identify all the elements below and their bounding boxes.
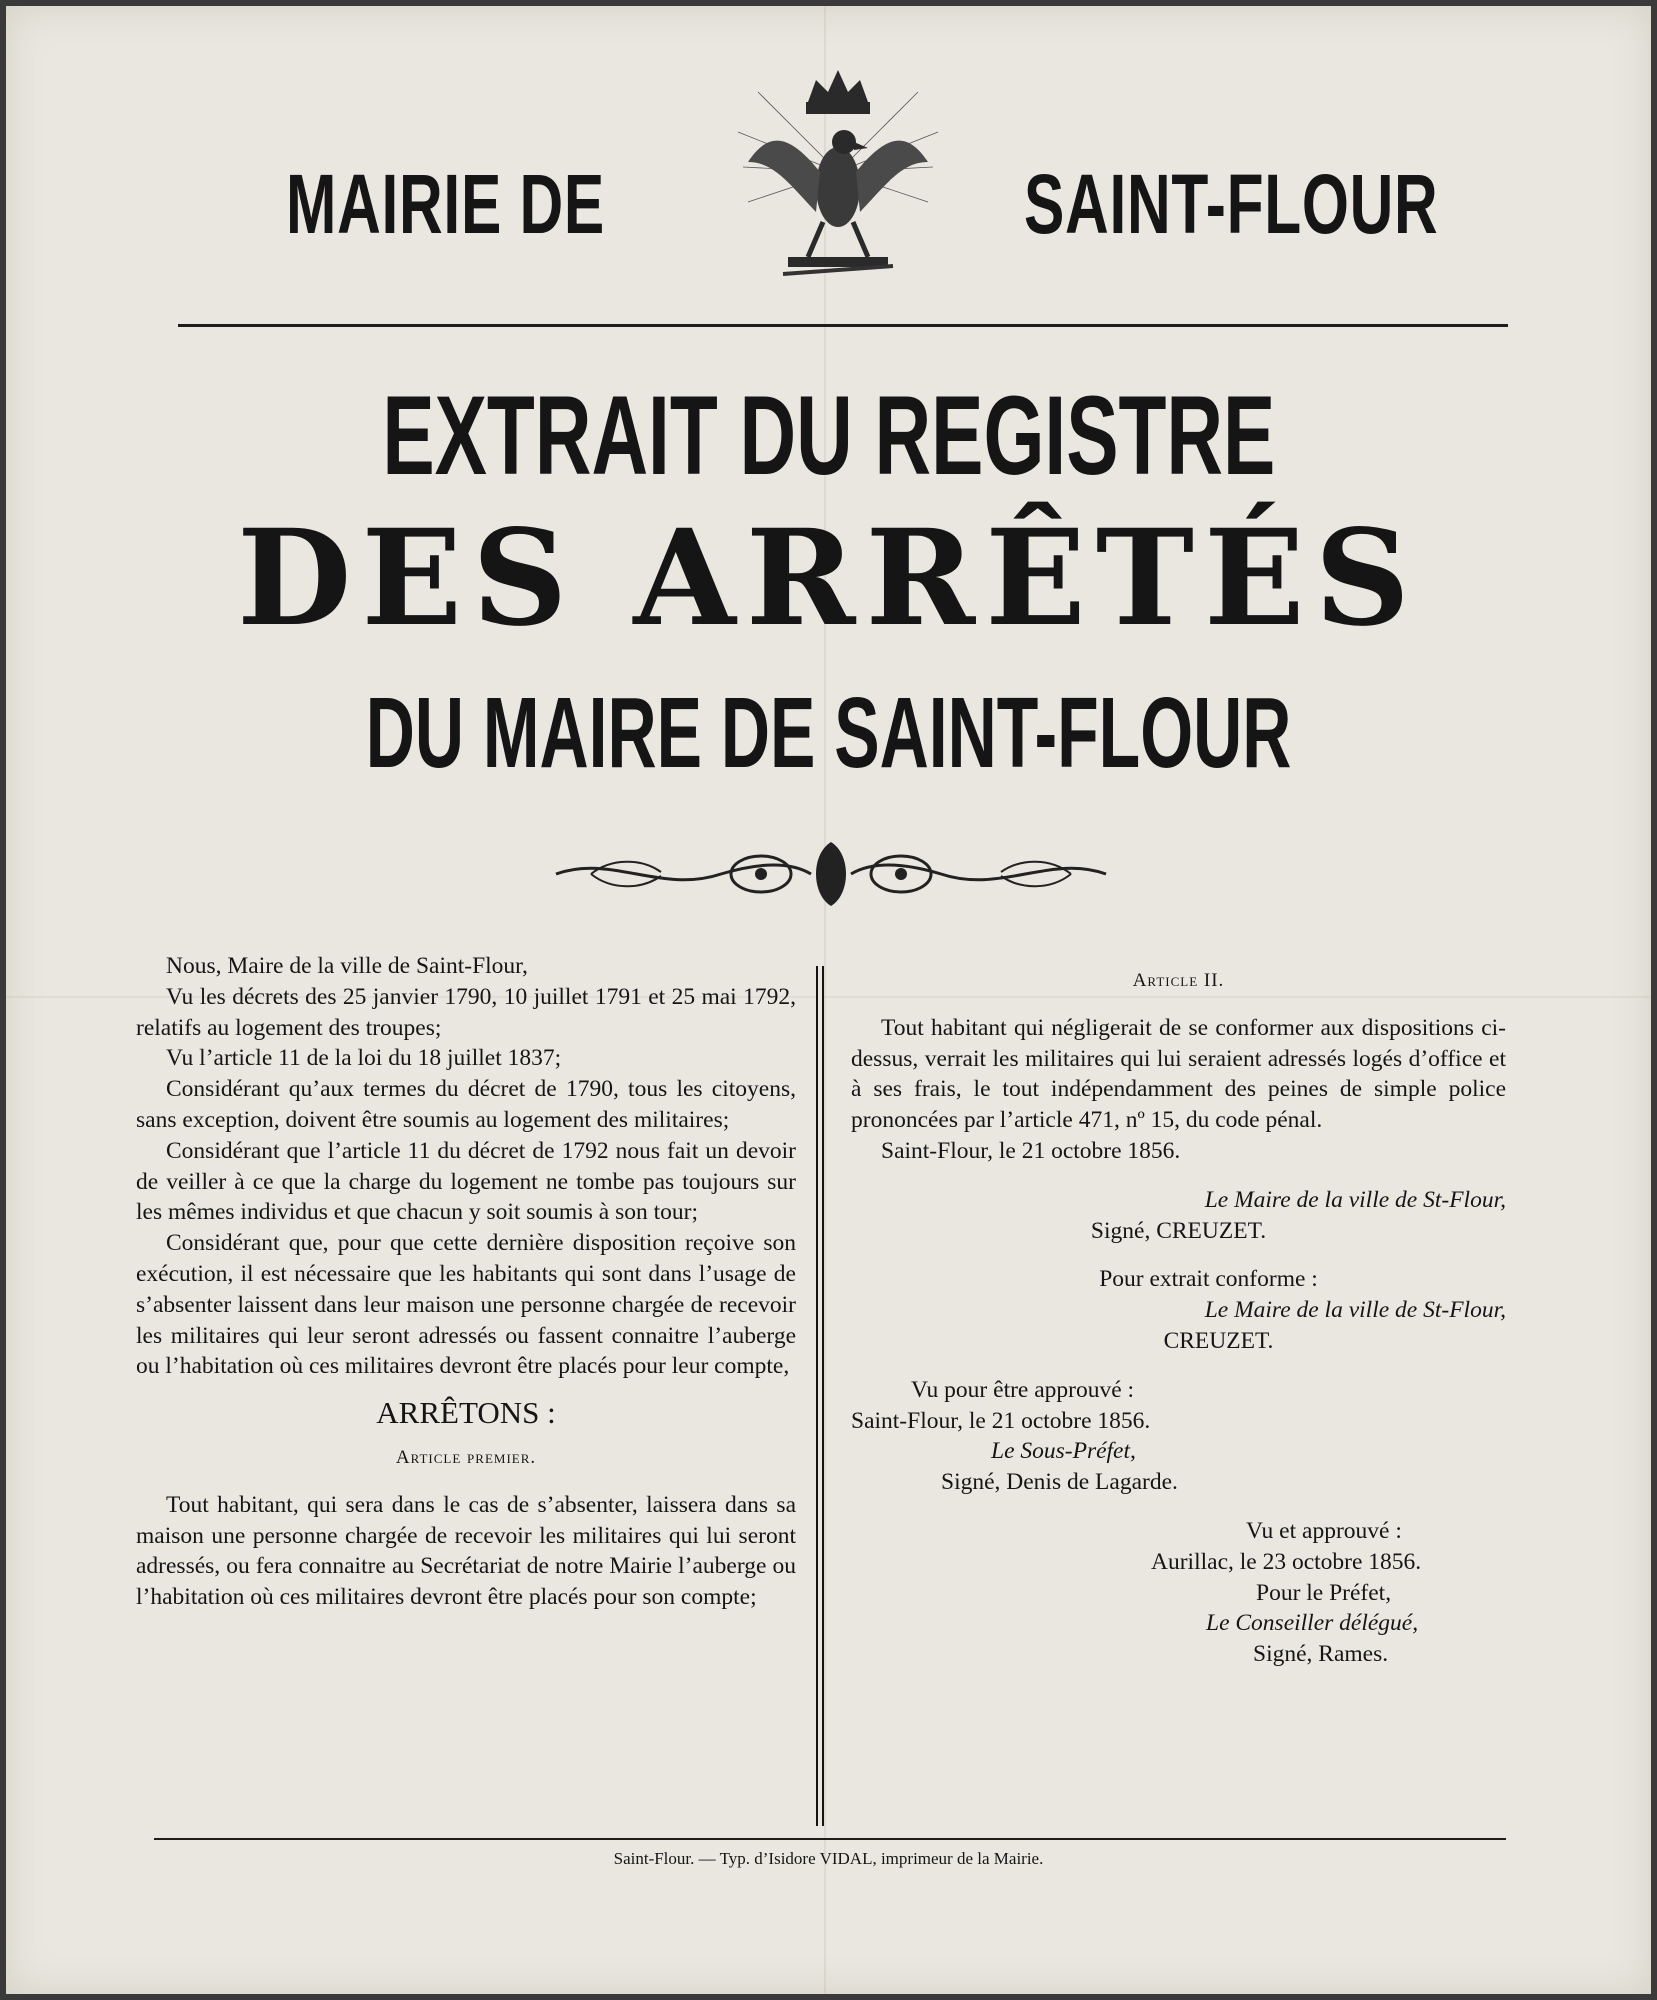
approved: Vu et approuvé : <box>1246 1517 1402 1544</box>
mayor-signed: Signé, CREUZET. <box>1090 1217 1267 1244</box>
subprefect-signed: Signé, Denis de Lagarde. <box>941 1469 1178 1496</box>
printer-imprint: Saint-Flour. — Typ. d’Isidore VIDAL, imprimeur de la Mairie. <box>613 1849 1044 1868</box>
bottom-rule <box>154 1838 1506 1840</box>
councillor-title: Le Conseiller délégué, <box>1206 1610 1419 1637</box>
header-left: MAIRIE DE <box>286 157 605 251</box>
councillor-signed: Signé, Rames. <box>1253 1641 1389 1668</box>
considerant-2: Considérant que l’article 11 du décret de 1792 nous fait un devoir de veiller à ce que la charge du logement ne tombe pas toujours sur les mêmes individus et que chacun y soit soumis à son tour; <box>136 1137 796 1226</box>
right-column <box>851 966 1506 1670</box>
article-1-title: Article premier. <box>395 1446 537 1468</box>
preamble-decrees: Vu les décrets des 25 janvier 1790, 10 juillet 1791 et 25 mai 1792, relatifs au logement des troupes; <box>136 983 796 1041</box>
article-2-text: Tout habitant qui négligerait de se conformer aux dispositions ci-dessus, verrait les militaires qui lui seraient adressés logés d’office et à ses frais, le tout indépendamment des peines de simple police prononcées par l’article 471, nº 15, du code pénal. <box>851 1014 1506 1134</box>
considerant-1: Considérant qu’aux termes du décret de 1790, tous les citoyens, sans exception, doivent être soumis au logement des militaires; <box>136 1076 796 1133</box>
ornament-divider <box>551 834 1111 914</box>
title-line-3: DU MAIRE DE SAINT-FLOUR <box>365 677 1292 789</box>
date-aurillac: Aurillac, le 23 octobre 1856. <box>1151 1548 1422 1575</box>
for-prefect: Pour le Préfet, <box>1256 1579 1392 1606</box>
fold-line-vertical <box>824 6 826 1994</box>
article-1-text: Tout habitant, qui sera dans le cas de s’absenter, laissera dans sa maison une personne chargée de recevoir les militaires qui lui seront adressés, ou fera connaitre au Secrétariat de notre Mairie l’auberge ou l’habitation où ces militaires devront être placés pour son compte; <box>136 1491 796 1611</box>
mayor-title-2: Le Maire de la ville de St-Flour, <box>1204 1297 1506 1324</box>
title-line-2: DES ARRÊTÉS <box>237 501 1420 656</box>
column-divider <box>816 966 824 1826</box>
poster-sheet <box>6 6 1651 1994</box>
preamble-law: Vu l’article 11 de la loi du 18 juillet 1837; <box>166 1045 562 1072</box>
top-rule <box>178 324 1508 327</box>
date-subprefect: Saint-Flour, le 21 octobre 1856. <box>851 1407 1151 1434</box>
considerant-3: Considérant que, pour que cette dernière disposition reçoive son exécution, il est nécessaire que les habitants qui sont dans l’usage de s’absenter laissent dans leur maison une personne chargée de recevoir les militaires qui leur seront adressés ou fassent connaitre l’auberge ou l’habitation où ces militaires devront être placés pour leur compte, <box>136 1230 796 1380</box>
header-right: SAINT-FLOUR <box>1024 157 1439 251</box>
title-line-1: EXTRAIT DU REGISTRE <box>382 373 1275 498</box>
extract-conforme: Pour extrait conforme : <box>1099 1266 1318 1293</box>
arretons-heading: ARRÊTONS : <box>376 1395 556 1431</box>
imperial-eagle-emblem <box>728 62 948 302</box>
left-column <box>136 951 796 1613</box>
seen-approved: Vu pour être approuvé : <box>911 1376 1135 1403</box>
subprefect-title: Le Sous-Préfet, <box>991 1438 1136 1465</box>
preamble-intro: Nous, Maire de la ville de Saint-Flour, <box>166 953 528 979</box>
article-2-title: Article II. <box>1132 970 1225 991</box>
date-saint-flour: Saint-Flour, le 21 octobre 1856. <box>881 1137 1181 1164</box>
mayor-title: Le Maire de la ville de St-Flour, <box>1204 1186 1506 1213</box>
mayor-name: CREUZET. <box>1163 1327 1274 1354</box>
